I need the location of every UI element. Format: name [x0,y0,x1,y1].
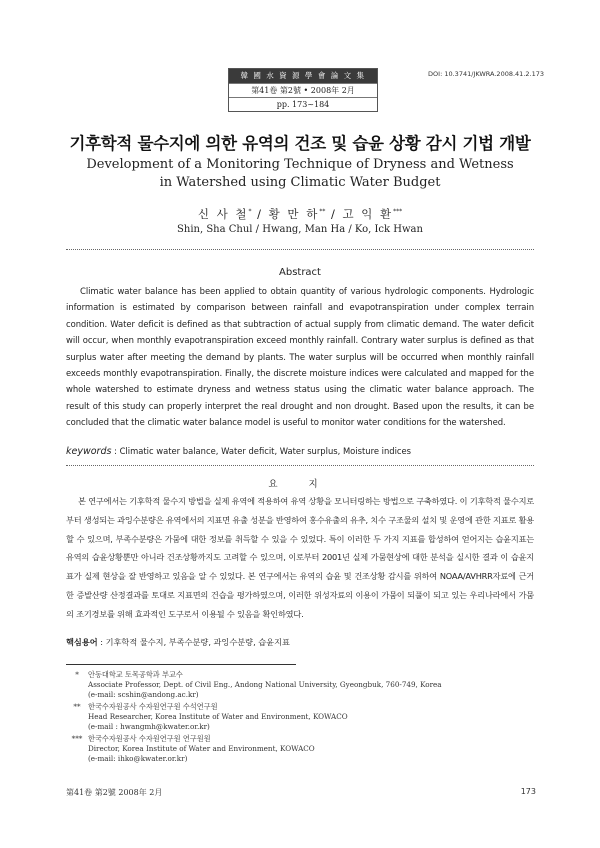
author-2-mark: ** [319,208,326,216]
authors-english: Shin, Sha Chul / Hwang, Man Ha / Ko, Ick Hwan [177,224,423,235]
footnote-1-line-2: Associate Professor, Dept. of Civil Eng., Andong National University, Gyeongbuk, 760-749, Korea [88,680,442,689]
footnote-3-line-2: Director, Korea Institute of Water and Environment, KOWACO [88,744,315,753]
korean-keywords-line [66,637,290,648]
doi-link[interactable]: DOI: 10.3741/JKWRA.2008.41.2.173 [428,70,544,78]
korean-abstract-heading: 요 지 [268,479,332,490]
footnote-3-line-1: 한국수자원공사 수자원연구원 연구원원 [88,734,211,743]
author-3: 고 익 환 [342,207,394,221]
author-sep-1: / [251,207,269,221]
page-number: 173 [520,787,536,796]
keywords-text: : Climatic water balance, Water deficit, Water surplus, Moisture indices [111,446,412,456]
korean-abstract-body: 본 연구에서는 기후학적 물수지 방법을 실제 유역에 적용하여 유역 상황을 모니터링하는 방법으로 구축하였다. 이 기후학적 물수지로부터 생성되는 과잉수분량은 유역에서의 지표면 유출 성분을 반영하여 홍수유출의 유추, 치수 구조물의 설치 및 운영에 관한 지표로 활용할 수 있으며, 부족수분량은 가뭄에 대한 정보를 취득할 수 있을 수 있었다. 특이 이러한 두 가지 지표를 합성하여 얻어지는 습윤지표는 유역의 습윤상황뿐만 아니라 건조상황까지도 고려할 수 있으며, 이로부터 2001년 실제 가뭄현상에 대한 분석을 실시한 결과 이 습윤지표가 실제 현상을 잘 반영하고 있음을 알 수 있었다. 본 연구에서는 유역의 습윤 및 건조상황 감시를 위하여 NOAA/AVHRR자료에 근거한 증발산량 산정결과를 토대로 지표면의 건습을 평가하였으며, 이러한 위성자료의 이용이 가뭄이 되풀이 되고 있는 우리나라에서 가뭄의 조기경보를 위해 효과적인 도구로서 이용될 수 있음을 확인하였다. [66,496,534,619]
divider-middle [66,465,534,466]
footnote-1-email[interactable]: (e-mail: scshin@andong.ac.kr) [88,690,199,699]
footnote-1-line-1: 안동대학교 토목공학과 부교수 [88,670,183,679]
authors-korean [0,206,600,222]
footnote-3-email[interactable]: (e-mail: ihko@kwater.or.kr) [88,754,188,763]
footnote-rule [66,664,296,665]
author-3-mark: *** [393,208,403,216]
journal-info-box [228,68,378,112]
footnote-1-mark: * [75,670,79,679]
author-sep-2: / [325,207,343,221]
footnote-2 [66,702,536,732]
journal-name: 韓 國 水 資 源 學 會 論 文 集 [229,69,377,83]
footnote-2-mark: ** [73,702,81,711]
abstract-body: Climatic water balance has been applied to obtain quantity of various hydrologic components. Hydrologic information is estimated by comparison between rainfall and evapotranspiration under complex terrain condition. Water deficit is defined as that subtraction of actual supply from climatic demand. The water deficit will occur, when monthly evapotranspiration exceed monthly rainfall. Contrary water surplus is defined as that surplus water after meeting the demand by plants. The water surplus will be occurred when monthly rainfall exceeds monthly evapotranspiration. Finally, the discrete moisture indices were calculated and mapped for the whole watershed to estimate dryness and wetness status using the climatic water balance approach. The result of this study can properly interpret the real drought and non drought. Based upon the results, it can be concluded that the climatic water balance model is useful to monitor water conditions for the watershed. [66,286,534,428]
abstract-heading: Abstract [279,267,321,278]
journal-pages: pp. 173~184 [229,97,377,111]
title-korean: 기후학적 물수지에 의한 유역의 건조 및 습윤 상황 감시 기법 개발 [69,134,531,153]
footnote-2-line-1: 한국수자원공사 수자원연구원 수석연구원 [88,702,218,711]
author-1: 신 사 철 [197,207,249,221]
korean-keywords-text: : 기후학적 물수지, 부족수분량, 과잉수분량, 습윤지표 [97,637,290,647]
footnote-3-mark: *** [71,734,83,743]
author-1-mark: * [248,208,252,216]
korean-keywords-label: 핵심용어 [66,637,98,647]
footnote-3 [66,734,536,764]
title-english-line2: in Watershed using Climatic Water Budget [159,175,441,190]
keywords-line [66,446,534,457]
journal-volume: 第41卷 第2號 • 2008年 2月 [229,83,377,97]
footnote-1 [66,670,536,700]
divider-top [66,249,534,250]
footnote-2-line-2: Head Researcher, Korea Institute of Water and Environment, KOWACO [88,712,348,721]
footnote-2-email[interactable]: (e-mail : hwangmh@kwater.or.kr) [88,722,210,731]
title-english-line1: Development of a Monitoring Technique of Dryness and Wetness [86,157,514,172]
keywords-label: keywords [66,446,112,457]
author-2: 황 만 하 [268,207,320,221]
footer-journal-info: 第41卷 第2號 2008年 2月 [66,788,163,797]
